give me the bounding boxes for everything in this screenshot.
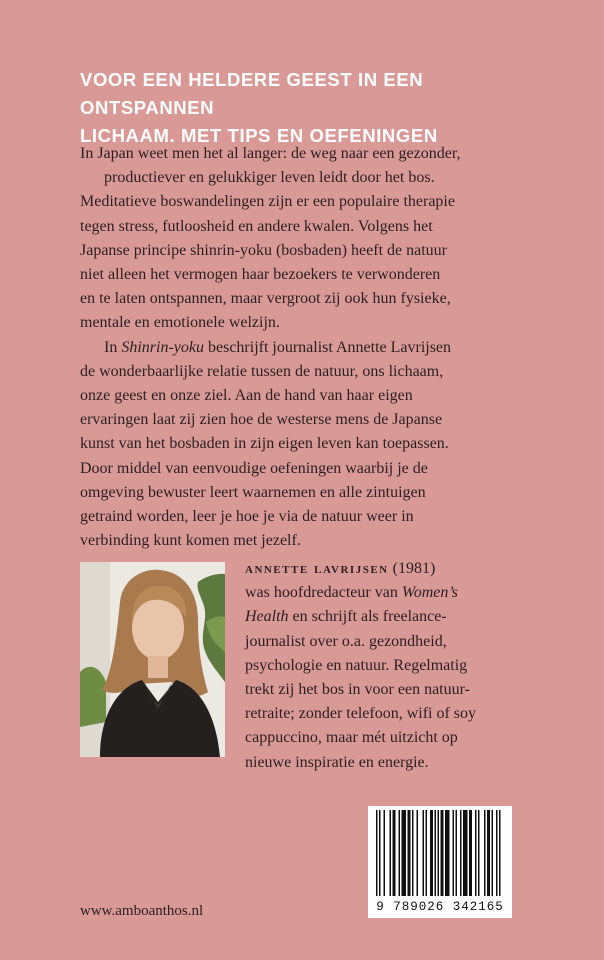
barcode-bar [487, 810, 490, 896]
author-photo [80, 562, 225, 757]
second-line: getraind worden, leer je hoe je via de natuur weer in [80, 508, 414, 526]
headline-line-1: VOOR EEN HELDERE GEEST IN EEN ONTSPANNEN [80, 69, 424, 118]
second-line: kunst van het bosbaden in zijn eigen leven kan toepassen. [80, 435, 449, 453]
barcode-bar [456, 810, 458, 896]
publisher-website[interactable]: www.amboanthos.nl [80, 903, 204, 919]
bio-line: psychologie en natuur. Regelmatig [245, 656, 468, 674]
barcode-bar [402, 810, 407, 896]
barcode-bar [390, 810, 392, 896]
second-line: Door middel van eenvoudige oefeningen waarbij je de [80, 459, 428, 477]
barcode-bar [460, 810, 462, 896]
barcode-bar [499, 810, 501, 896]
bio-second-line [245, 581, 545, 605]
barcode-bar [417, 810, 419, 896]
second-paragraph [80, 336, 530, 554]
second-line: de wonderbaarlijke relatie tussen de natuur, ons lichaam, [80, 362, 444, 380]
intro-line: Meditatieve boswandelingen zijn er een populaire therapie [80, 193, 455, 211]
headline-line-2: LICHAAM. MET TIPS EN OEFENINGEN [80, 125, 438, 146]
author-year: (1981) [388, 560, 436, 577]
barcode-bar [496, 810, 498, 896]
intro-line: productiever en gelukkiger leven leidt door het bos. [104, 169, 435, 187]
barcode-bar [492, 810, 494, 896]
intro-line: en te laten ontspannen, maar vergroot zij ook hun fysieke, [80, 290, 451, 308]
bio-line: nieuwe inspiratie en energie. [245, 753, 429, 771]
bio-third-line [245, 605, 545, 629]
bio-line: retraite; zonder telefoon, wifi of soy [245, 705, 477, 723]
second-line: omgeving bewuster leert waarnemen en alle zintuigen [80, 483, 426, 501]
barcode-bar [399, 810, 401, 896]
bio-line: cappuccino, maar mét uitzicht op [245, 729, 458, 747]
headline [80, 66, 550, 150]
barcode-bar [463, 810, 468, 896]
bio-first-line [245, 557, 545, 581]
barcode-bar [423, 810, 425, 896]
intro-paragraph [80, 142, 530, 336]
barcode-bar [453, 810, 455, 896]
barcode-bar [430, 810, 433, 896]
intro-line: niet alleen het vermogen haar bezoekers te verwonderen [80, 266, 441, 284]
barcode-bar [379, 810, 381, 896]
barcode-bar [484, 810, 486, 896]
barcode-bar [412, 810, 414, 896]
bio-line-2-prefix: was hoofdredacteur van [245, 584, 402, 602]
barcode-bar [426, 810, 428, 896]
bio-line: journalist over o.a. gezondheid, [245, 632, 447, 650]
barcode-bar [376, 810, 378, 896]
barcode-bar [438, 810, 440, 896]
barcode-bar [469, 810, 472, 896]
intro-line: In Japan weet men het al langer: de weg naar een gezonder, [80, 145, 461, 162]
bio-line-3-rest: en schrijft als freelance- [288, 608, 447, 626]
barcode-bar [435, 810, 437, 896]
intro-line: Japanse principe shinrin-yoku (bosbaden) heeft de natuur [80, 241, 447, 259]
barcode-bars [374, 810, 506, 896]
magazine-title-part-2: Health [245, 608, 289, 626]
book-title: Shinrin-yoku [121, 338, 204, 356]
second-paragraph-first-line [80, 336, 530, 360]
barcode-bar [384, 810, 386, 896]
second-line: onze geest en onze ziel. Aan de hand van haar eigen [80, 387, 413, 405]
barcode-bar [475, 810, 477, 896]
barcode-bar [441, 810, 444, 896]
second-line: ervaringen laat zij zien hoe de westerse mens de Japanse [80, 411, 443, 429]
bio-line: trekt zij het bos in voor een natuur- [245, 681, 470, 699]
barcode-bar [478, 810, 480, 896]
second-prefix: In [104, 338, 122, 356]
barcode-bar [445, 810, 450, 896]
barcode-bar [408, 810, 411, 896]
isbn-digits: 9 789026 342165 [376, 900, 504, 914]
author-name: annette lavrijsen [245, 560, 389, 577]
isbn-barcode [368, 806, 512, 918]
blurb [80, 142, 530, 553]
intro-line: tegen stress, futloosheid en andere kwalen. Volgens het [80, 217, 433, 235]
author-bio [245, 557, 545, 775]
second-line: verbinding kunt komen met jezelf. [80, 532, 301, 550]
author-portrait-image [80, 562, 225, 757]
second-first-line-rest: beschrijft journalist Annette Lavrijsen [203, 338, 452, 356]
barcode-bar [393, 810, 396, 896]
magazine-title-part-1: Women’s [401, 584, 458, 602]
intro-line: mentale en emotionele welzijn. [80, 314, 280, 332]
